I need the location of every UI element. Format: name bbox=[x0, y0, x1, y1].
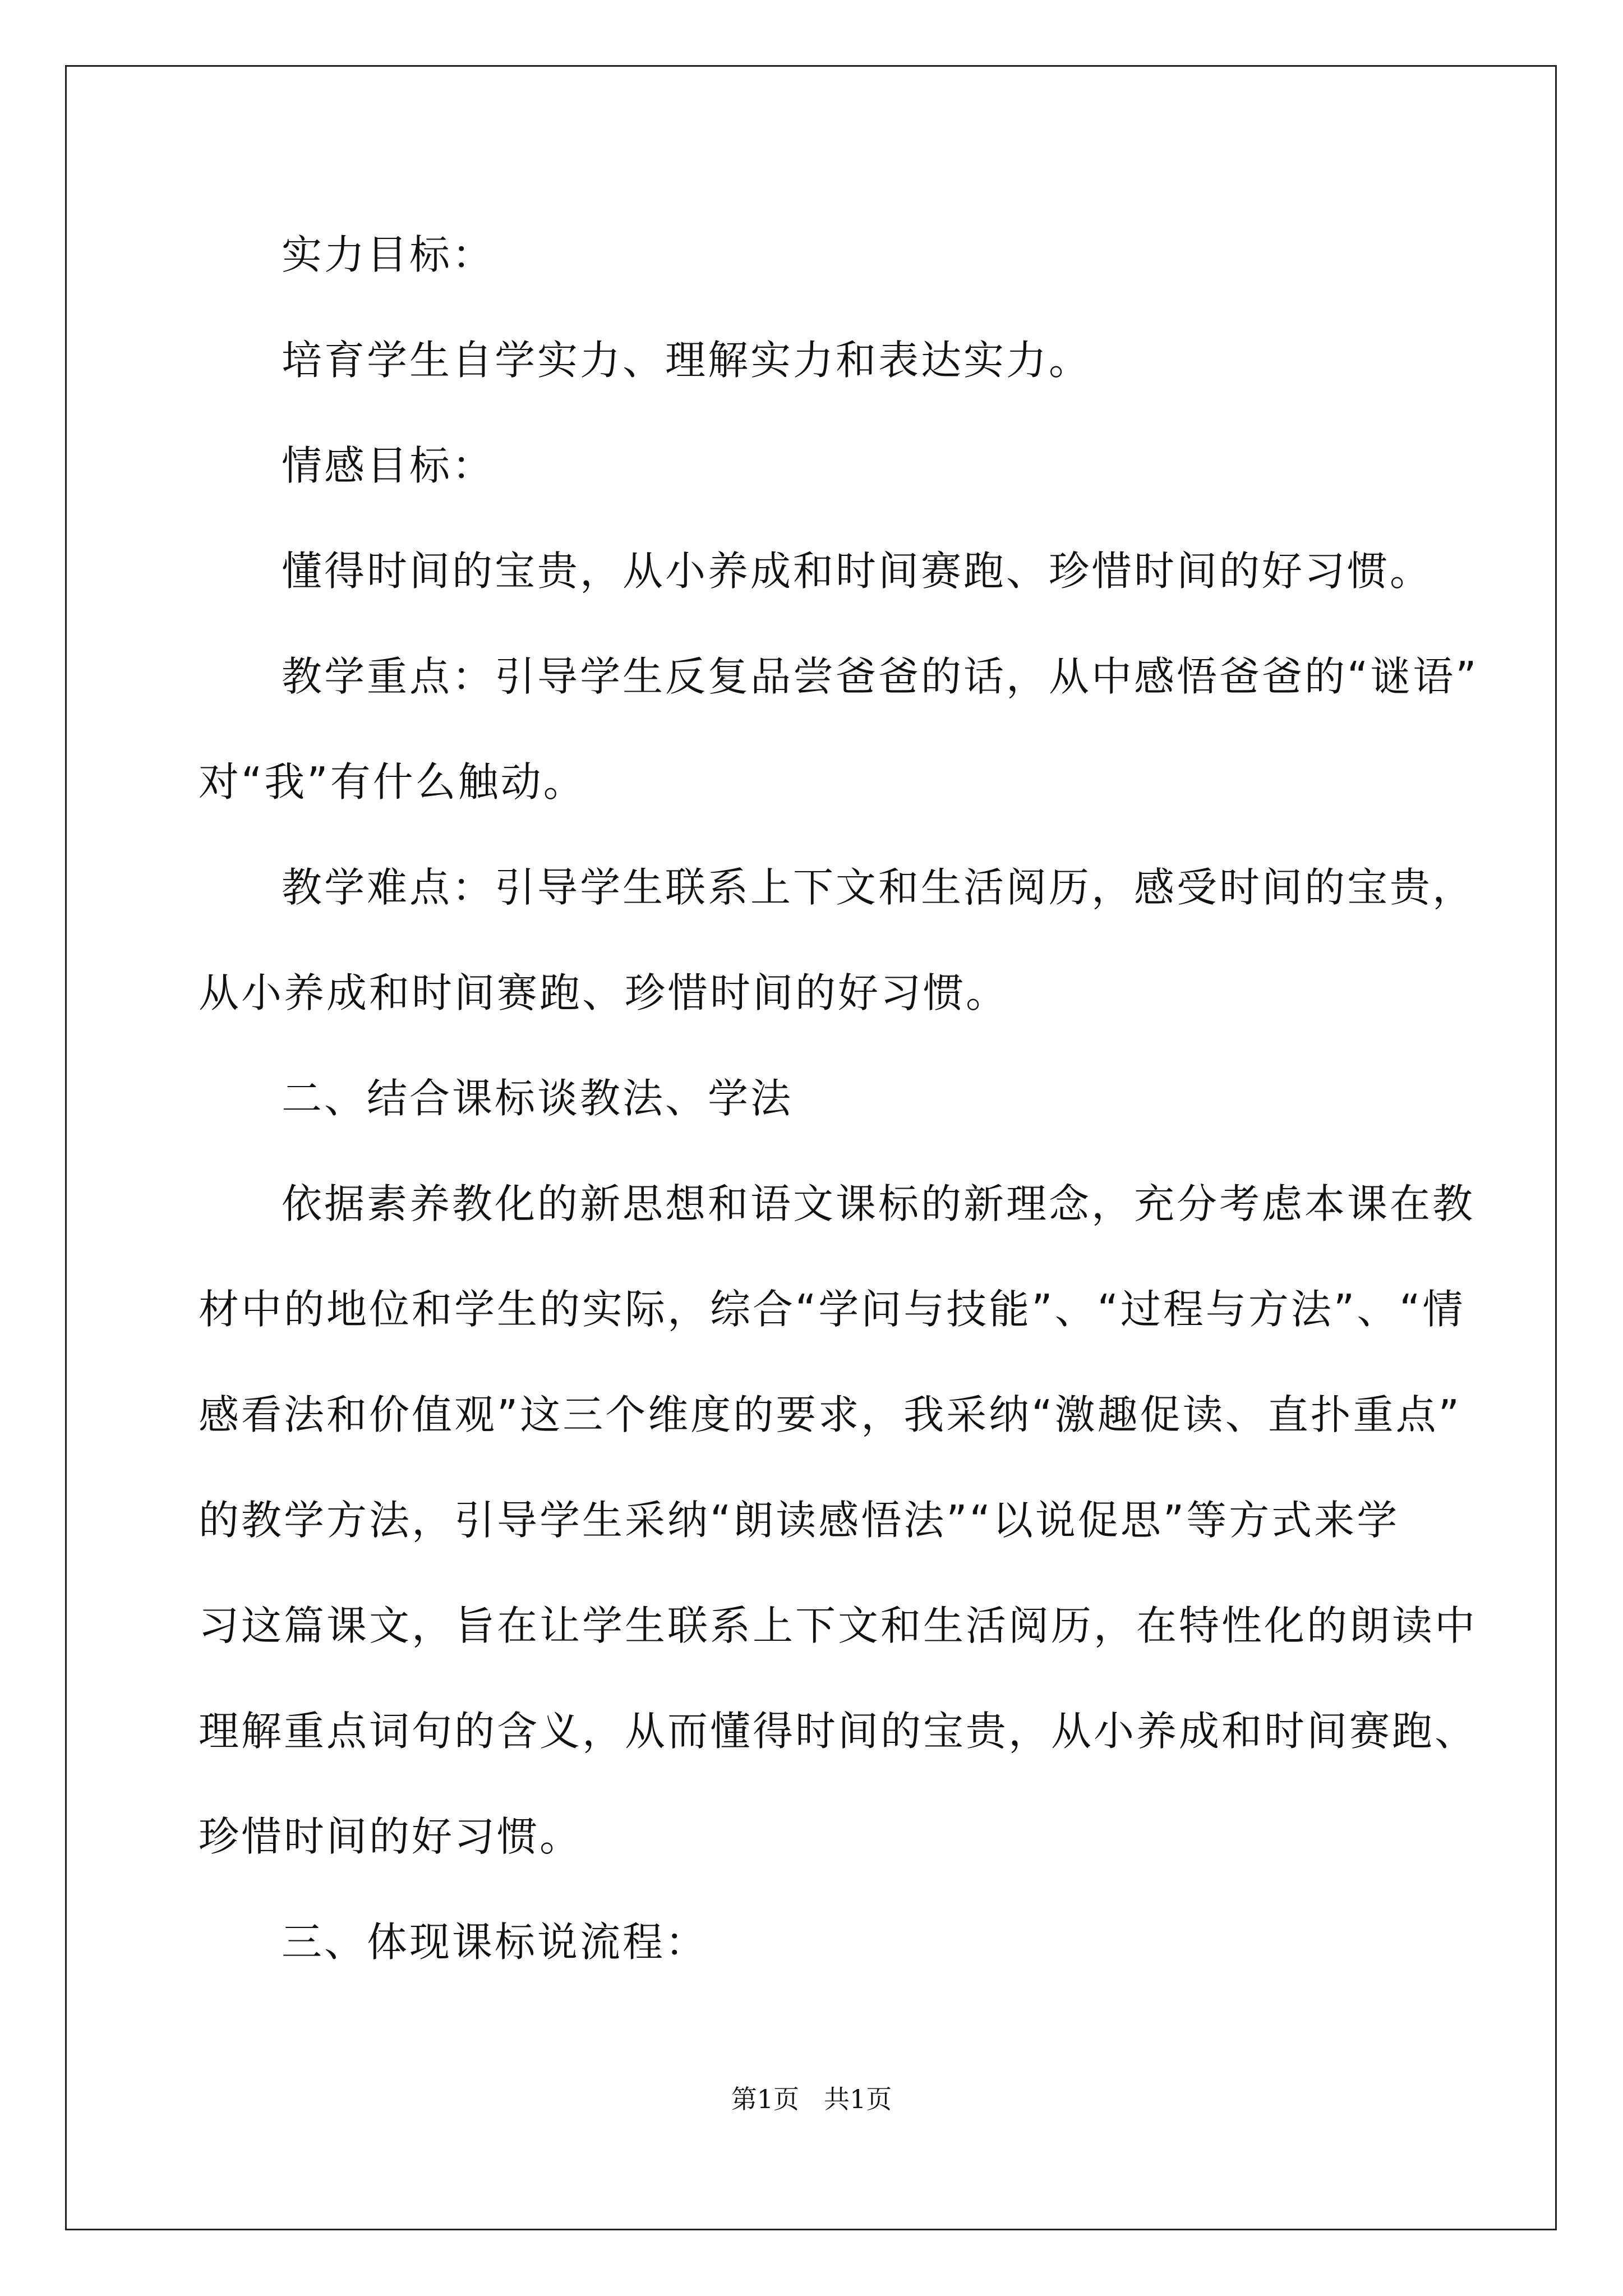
paragraph-line: 理解重点词句的含义，从而懂得时间的宝贵，从小养成和时间赛跑、 bbox=[199, 1708, 1478, 1755]
paragraph-line: 对“我”有什么触动。 bbox=[199, 758, 586, 806]
section-heading: 二、结合课标谈教法、学法 bbox=[282, 1075, 794, 1122]
paragraph-line: 珍惜时间的好习惯。 bbox=[199, 1813, 583, 1860]
paragraph-line: 情感目标： bbox=[282, 442, 495, 489]
paragraph-line: 教学重点：引导学生反复品尝爸爸的话，从中感悟爸爸的“谜语” bbox=[282, 653, 1479, 700]
paragraph-line: 从小养成和时间赛跑、珍惜时间的好习惯。 bbox=[199, 969, 1009, 1016]
paragraph-line: 依据素养教化的新思想和语文课标的新理念，充分考虑本课在教 bbox=[282, 1180, 1476, 1227]
page-footer bbox=[0, 2082, 1623, 2116]
paragraph-line: 感看法和价值观”这三个维度的要求，我采纳“激趣促读、直扑重点” bbox=[199, 1391, 1461, 1438]
paragraph-line: 材中的地位和学生的实际，综合“学问与技能”、“过程与方法”、“情 bbox=[199, 1286, 1465, 1333]
paragraph-line: 的教学方法，引导学生采纳“朗读感悟法”“以说促思”等方式来学 bbox=[199, 1497, 1400, 1544]
paragraph-line: 培育学生自学实力、理解实力和表达实力。 bbox=[282, 337, 1092, 384]
page-total: 共1页 bbox=[824, 2084, 892, 2114]
section-heading: 三、体现课标说流程： bbox=[282, 1918, 708, 1966]
paragraph-line: 习这篇课文，旨在让学生联系上下文和生活阅历，在特性化的朗读中 bbox=[199, 1602, 1478, 1649]
paragraph-line: 教学难点：引导学生联系上下文和生活阅历，感受时间的宝贵， bbox=[282, 864, 1476, 911]
document-body bbox=[199, 202, 1479, 1995]
paragraph-line: 实力目标： bbox=[282, 231, 495, 278]
page-number: 第1页 bbox=[731, 2084, 799, 2114]
paragraph-line: 懂得时间的宝贵，从小养成和时间赛跑、珍惜时间的好习惯。 bbox=[282, 547, 1433, 595]
